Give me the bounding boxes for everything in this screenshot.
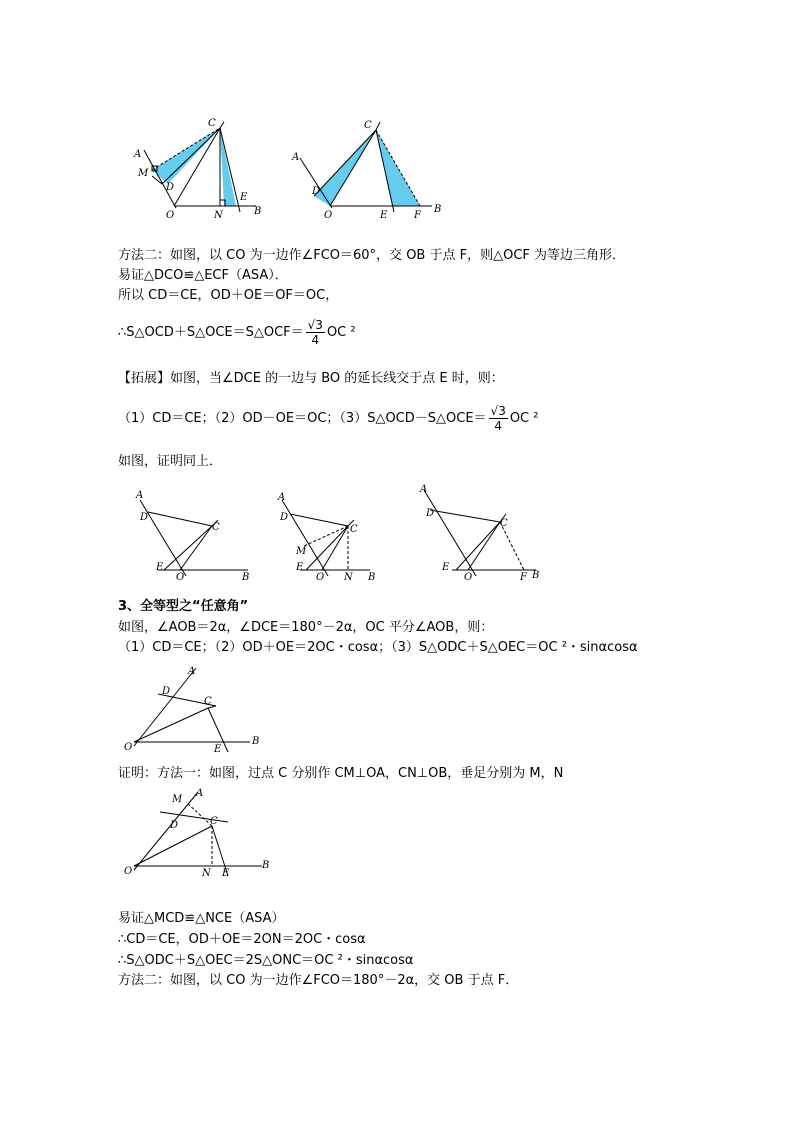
- method2-line2: 易证△DCO≌△ECF（ASA）．: [118, 268, 288, 283]
- label-C: C: [500, 518, 508, 529]
- label-D: D: [140, 512, 149, 523]
- extension-line3: 如图，证明同上．: [118, 454, 223, 469]
- label-B: B: [252, 736, 260, 747]
- label-O: O: [124, 866, 133, 877]
- label-D: D: [162, 686, 171, 697]
- label-C: C: [204, 696, 212, 707]
- label-E: E: [296, 562, 304, 573]
- label-E: E: [380, 210, 388, 221]
- label-O: O: [166, 210, 175, 221]
- fraction-denominator: 4: [311, 333, 320, 347]
- label-N: N: [344, 572, 353, 583]
- figure-section3-2: [120, 786, 280, 881]
- section3-heading: 3、全等型之“任意角”: [118, 599, 249, 614]
- label-N: N: [214, 210, 223, 221]
- label-C: C: [210, 816, 218, 827]
- method2-line4: [118, 318, 356, 347]
- label-O: O: [316, 572, 325, 583]
- label-C: C: [350, 524, 358, 535]
- label-B: B: [532, 570, 540, 581]
- figure-section3-1: [120, 662, 270, 757]
- label-M: M: [172, 794, 183, 805]
- label-E: E: [442, 562, 450, 573]
- extension-line1: 【拓展】如图，当∠DCE 的一边与 BO 的延长线交于点 E 时，则：: [118, 371, 504, 386]
- section3-proof1: 证明：方法一：如图，过点 C 分别作 CM⊥OA，CN⊥OB，垂足分别为 M，N: [118, 766, 564, 781]
- label-D: D: [170, 820, 179, 831]
- label-D: D: [166, 182, 175, 193]
- label-E: E: [214, 744, 222, 755]
- label-C: C: [364, 120, 372, 131]
- label-D: D: [426, 508, 435, 519]
- section3-proof5: 方法二：如图，以 CO 为一边作∠FCO＝180°－2α，交 OB 于点 F．: [118, 973, 519, 988]
- method2-line3: 所以 CD＝CE，OD＋OE＝OF＝OC，: [118, 288, 339, 303]
- extension-line2: [118, 404, 538, 433]
- label-F: F: [520, 572, 527, 583]
- label-B: B: [368, 572, 376, 583]
- method2-line4-pre: ∴S△OCD＋S△OCE＝S△OCF＝: [118, 325, 304, 340]
- fraction: [306, 318, 325, 347]
- label-A: A: [196, 788, 204, 799]
- label-C: C: [208, 118, 216, 129]
- section3-proof2: 易证△MCD≌△NCE（ASA）: [118, 911, 285, 926]
- fraction: [489, 404, 508, 433]
- label-F: F: [414, 210, 421, 221]
- method2-line4-post: OC ²: [326, 325, 356, 340]
- shaded-region-1: [152, 128, 220, 184]
- label-O: O: [176, 572, 185, 583]
- section3-proof3: ∴CD＝CE，OD＋OE＝2ON＝2OC・cosα: [118, 932, 366, 947]
- label-A: A: [420, 484, 428, 495]
- extension-line2-pre: （1）CD＝CE；（2）OD－OE＝OC；（3）S△OCD－S△OCE＝: [118, 411, 487, 426]
- method2-line1: 方法二：如图，以 CO 为一边作∠FCO＝60°，交 OB 于点 F，则△OCF 为等边三角形．: [118, 248, 626, 263]
- label-O: O: [124, 742, 133, 753]
- label-M: M: [296, 546, 307, 557]
- label-O: O: [324, 210, 333, 221]
- figure-method2-top: [284, 112, 454, 222]
- label-C: C: [212, 522, 220, 533]
- extension-line2-post: OC ²: [509, 411, 539, 426]
- label-E: E: [222, 868, 230, 879]
- label-A: A: [188, 666, 196, 677]
- label-A: A: [292, 152, 300, 163]
- fraction-denominator: 4: [494, 419, 502, 433]
- figure-extension-2: [270, 488, 400, 583]
- label-B: B: [242, 572, 250, 583]
- fraction-numerator: √3: [307, 318, 323, 332]
- label-A: A: [136, 490, 144, 501]
- label-O: O: [464, 572, 473, 583]
- fraction-numerator: √3: [490, 404, 506, 418]
- label-B: B: [254, 206, 262, 217]
- section3-proof4: ∴S△ODC＋S△OEC＝2S△ONC＝OC ²・sinαcosα: [118, 953, 414, 968]
- label-D: D: [280, 512, 289, 523]
- section3-line1: 如图，∠AOB＝2α，∠DCE＝180°－2α，OC 平分∠AOB，则：: [118, 620, 494, 635]
- label-N: N: [202, 868, 211, 879]
- label-A: A: [134, 149, 142, 160]
- label-A: A: [278, 492, 286, 503]
- label-E: E: [240, 192, 248, 203]
- label-B: B: [434, 204, 442, 215]
- label-D: D: [312, 186, 321, 197]
- figure-extension-1: [128, 488, 258, 583]
- label-E: E: [156, 562, 164, 573]
- shaded-region-4: [376, 130, 420, 206]
- section3-line2: （1）CD＝CE；（2）OD＋OE＝2OC・cosα；（3）S△ODC＋S△OEC＝OC ²・sinαcosα: [118, 640, 638, 655]
- label-M: M: [138, 168, 149, 179]
- figure-extension-3: [412, 482, 552, 582]
- figure-method1-top: [128, 112, 288, 222]
- label-B: B: [262, 860, 270, 871]
